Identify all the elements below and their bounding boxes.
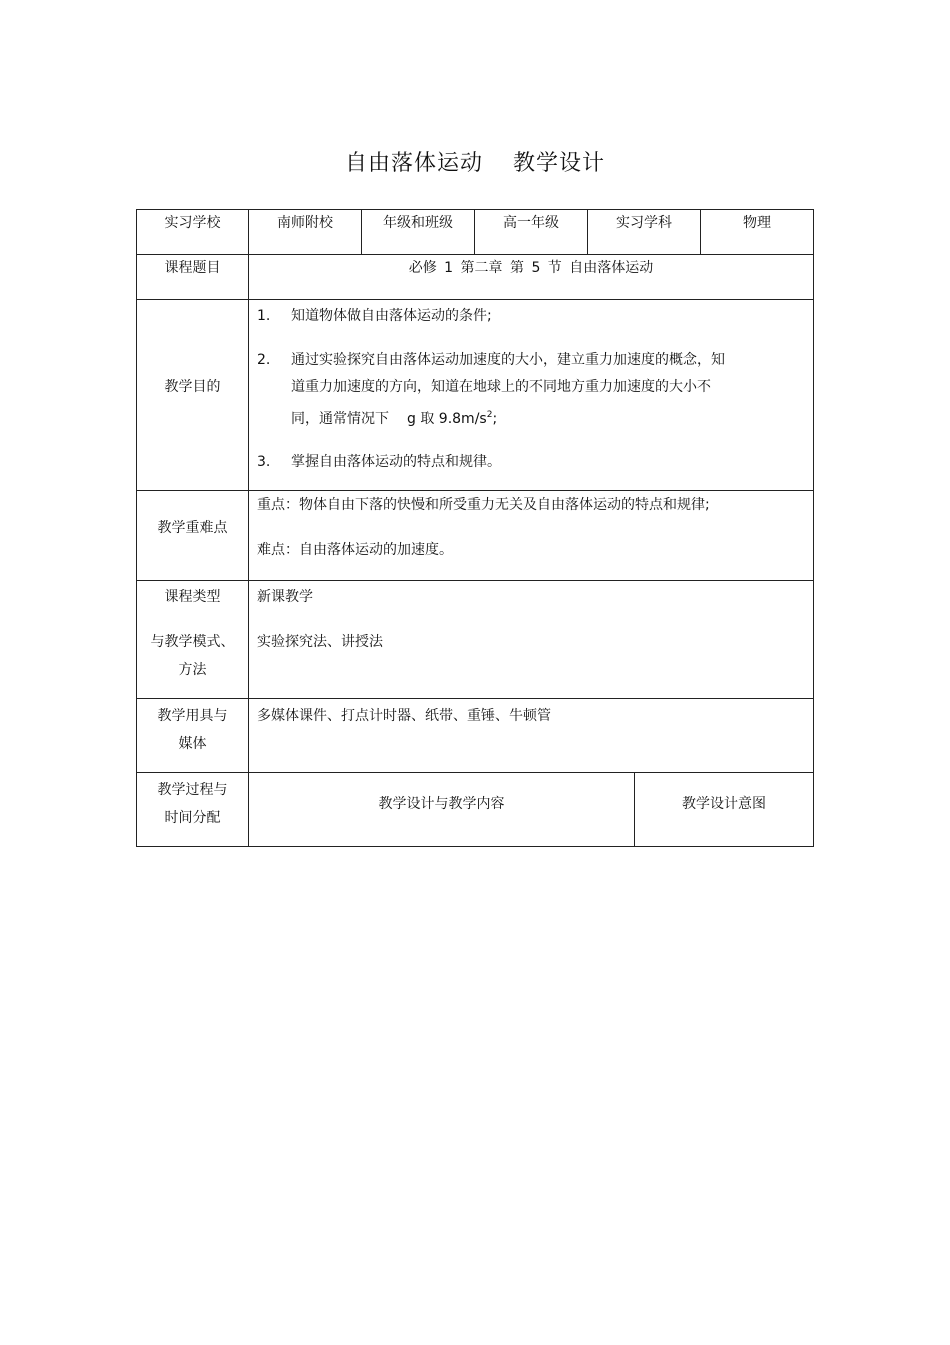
difficult-point: 难点：自由落体运动的加速度。: [257, 542, 453, 558]
subject-label: 实习学科: [616, 215, 672, 231]
objective-item: 1. 知道物体做自由落体运动的条件;: [257, 308, 492, 324]
title-sub: 教学设计: [513, 151, 606, 176]
objective-item-cont: 同，通常情况下 g 取 $9.8m/s^2$;: [291, 410, 498, 427]
course-type-label: 方法: [178, 662, 207, 678]
process-label: 教学过程与: [157, 782, 228, 798]
table-line: [136, 490, 814, 491]
page-title: [0, 146, 950, 177]
subject-value: 物理: [743, 215, 771, 231]
teaching-method-value: 实验探究法、讲授法: [257, 634, 383, 650]
topic-label: 课程题目: [164, 260, 221, 276]
course-type-label: 课程类型: [164, 589, 221, 605]
objective-item-cont: 道重力加速度的方向，知道在地球上的不同地方重力加速度的大小不: [291, 379, 711, 395]
school-value: 南师附校: [277, 215, 333, 231]
objective-item: 3. 掌握自由落体运动的特点和规律。: [257, 454, 501, 470]
school-label: 实习学校: [164, 215, 221, 231]
objectives-label: 教学目的: [164, 379, 221, 395]
table-line: [136, 580, 814, 581]
course-type-label: 与教学模式、: [150, 634, 235, 650]
grade-value: 高一年级: [503, 215, 559, 231]
objective-item: 2. 通过实验探究自由落体运动加速度的大小，建立重力加速度的概念，知: [257, 352, 725, 368]
table-line: [136, 772, 814, 773]
key-points-label: 教学重难点: [157, 520, 228, 536]
topic-value: 必修 1 第二章 第 5 节 自由落体运动: [408, 260, 654, 276]
process-label: 时间分配: [164, 810, 221, 826]
tools-label: 教学用具与: [157, 708, 228, 724]
course-type-value: 新课教学: [257, 589, 313, 605]
title-main: 自由落体运动: [344, 151, 483, 176]
table-line: [248, 209, 249, 847]
table-line: [136, 209, 814, 210]
table-line: [136, 299, 814, 300]
table-line: [813, 209, 814, 847]
key-point: 重点：物体自由下落的快慢和所受重力无关及自由落体运动的特点和规律;: [257, 497, 710, 513]
table-line: [136, 846, 814, 847]
grade-label: 年级和班级: [383, 215, 453, 231]
tools-label: 媒体: [178, 736, 207, 752]
tools-value: 多媒体课件、打点计时器、纸带、重锤、牛顿管: [257, 708, 551, 724]
intent-header: 教学设计意图: [682, 796, 766, 812]
content-header: 教学设计与教学内容: [378, 796, 505, 812]
table-line: [136, 698, 814, 699]
table-line: [136, 254, 814, 255]
